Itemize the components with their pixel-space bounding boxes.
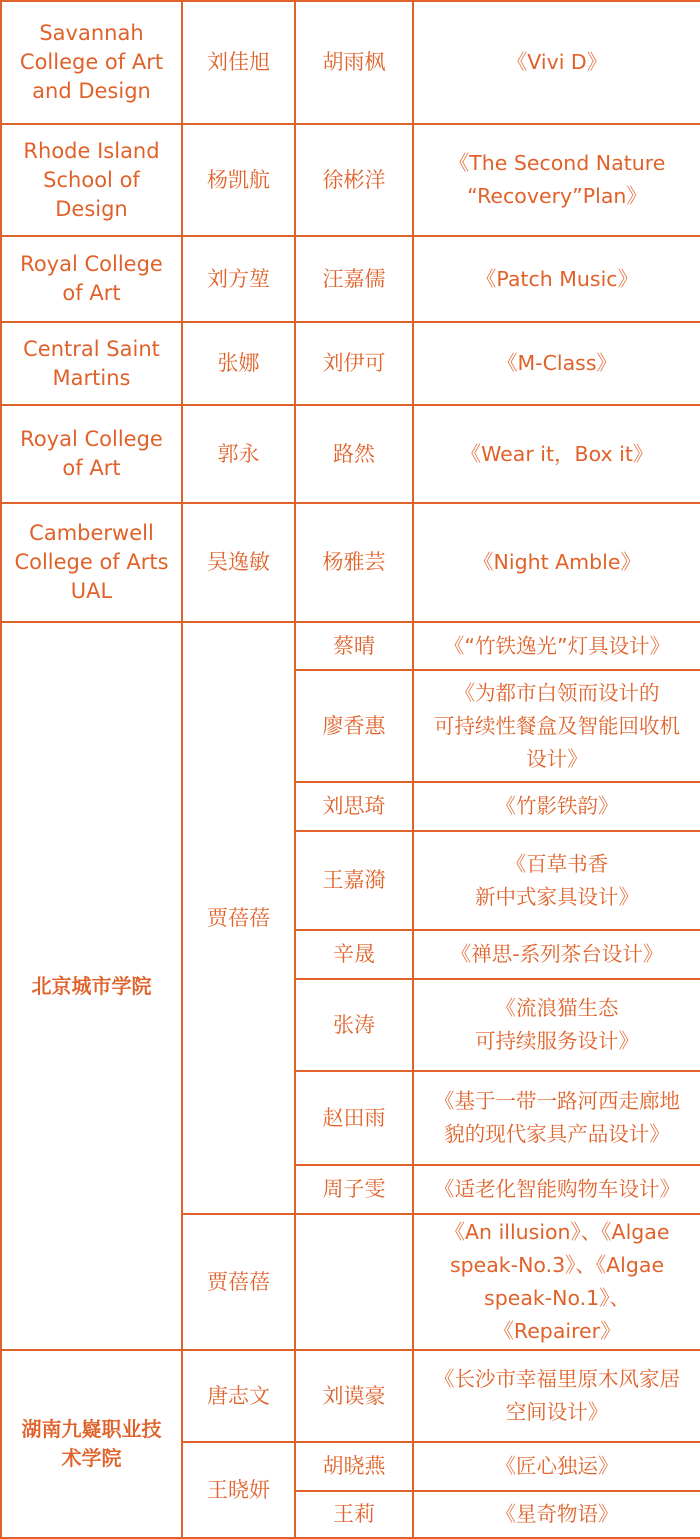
student-cell: 辛晟: [295, 930, 413, 979]
student-cell: 王嘉漪: [295, 831, 413, 930]
student-cell: 周子雯: [295, 1165, 413, 1214]
teacher-cell: 刘方堃: [182, 236, 295, 322]
teacher-cell: 刘佳旭: [182, 1, 295, 124]
work-cell: 《为都市白领而设计的 可持续性餐盒及智能回收机 设计》: [413, 670, 700, 782]
school-cell: Royal College of Art: [1, 405, 182, 503]
teacher-cell: 郭永: [182, 405, 295, 503]
work-cell: 《适老化智能购物车设计》: [413, 1165, 700, 1214]
student-cell: 蔡晴: [295, 622, 413, 670]
student-cell: 刘思琦: [295, 782, 413, 831]
teacher-cell: 唐志文: [182, 1350, 295, 1442]
work-cell: 《长沙市幸福里原木风家居 空间设计》: [413, 1350, 700, 1442]
work-cell: 《星奇物语》: [413, 1491, 700, 1538]
work-cell: 《百草书香 新中式家具设计》: [413, 831, 700, 930]
student-cell: 刘谟豪: [295, 1350, 413, 1442]
student-cell: 杨雅芸: [295, 503, 413, 622]
table-row: [1, 1350, 700, 1442]
student-cell: 路然: [295, 405, 413, 503]
student-cell: 汪嘉儒: [295, 236, 413, 322]
teacher-cell: 王晓妍: [182, 1442, 295, 1538]
student-cell: 胡雨枫: [295, 1, 413, 124]
table-row: [1, 405, 700, 503]
table-row: [1, 503, 700, 622]
school-cell: Camberwell College of Arts UAL: [1, 503, 182, 622]
work-cell: 《流浪猫生态 可持续服务设计》: [413, 979, 700, 1071]
table-row: [1, 124, 700, 236]
work-cell: 《基于一带一路河西走廊地 貌的现代家具产品设计》: [413, 1071, 700, 1165]
work-cell: 《匠心独运》: [413, 1442, 700, 1491]
school-cell: Savannah College of Art and Design: [1, 1, 182, 124]
school-cell: Central Saint Martins: [1, 322, 182, 405]
work-cell: 《An illusion》、《Algae speak-No.3》、《Algae speak-No.1》、 《Repairer》: [413, 1214, 700, 1350]
table-row: [1, 1, 700, 124]
teacher-cell: 杨凯航: [182, 124, 295, 236]
work-cell: 《The Second Nature “Recovery”Plan》: [413, 124, 700, 236]
teacher-cell: 张娜: [182, 322, 295, 405]
student-cell: 徐彬洋: [295, 124, 413, 236]
school-cell: 湖南九嶷职业技 术学院: [1, 1350, 182, 1538]
student-cell: 赵田雨: [295, 1071, 413, 1165]
school-cell: Rhode Island School of Design: [1, 124, 182, 236]
work-cell: 《Night Amble》: [413, 503, 700, 622]
student-cell: 张涛: [295, 979, 413, 1071]
work-cell: 《竹影铁韵》: [413, 782, 700, 831]
work-cell: 《Wear it，Box it》: [413, 405, 700, 503]
teacher-cell: 贾蓓蓓: [182, 1214, 295, 1350]
table-row: [1, 622, 700, 670]
student-cell: 廖香惠: [295, 670, 413, 782]
student-cell: 王莉: [295, 1491, 413, 1538]
school-cell: Royal College of Art: [1, 236, 182, 322]
student-cell: 刘伊可: [295, 322, 413, 405]
school-cell: 北京城市学院: [1, 622, 182, 1350]
work-cell: 《Patch Music》: [413, 236, 700, 322]
table-row: [1, 322, 700, 405]
student-cell: [295, 1214, 413, 1350]
student-cell: 胡晓燕: [295, 1442, 413, 1491]
teacher-cell: 贾蓓蓓: [182, 622, 295, 1214]
work-cell: 《Vivi D》: [413, 1, 700, 124]
work-cell: 《M-Class》: [413, 322, 700, 405]
work-cell: 《禅思-系列茶台设计》: [413, 930, 700, 979]
teacher-cell: 吴逸敏: [182, 503, 295, 622]
work-cell: 《“竹铁逸光”灯具设计》: [413, 622, 700, 670]
table-row: [1, 236, 700, 322]
